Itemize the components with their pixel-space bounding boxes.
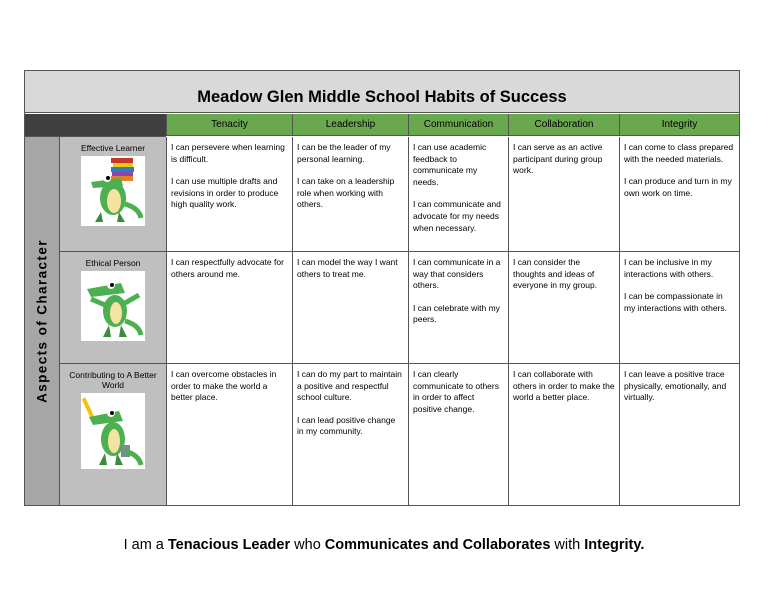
motto-text: with	[550, 537, 585, 553]
cell-text: I can consider the thoughts and ideas of everyone in my group.	[513, 257, 598, 291]
header-corner	[25, 114, 166, 137]
cell-text: I can be the leader of my personal learning.	[297, 142, 391, 164]
cell-text: I can take on a leadership role when working with others.	[297, 176, 395, 210]
cell-text: I can use academic feedback to communicate my needs.	[413, 142, 487, 187]
cell-text: I can leave a positive trace physically, emotionally, and virtually.	[624, 369, 727, 403]
aspect-label: Contributing to A Better World	[69, 370, 157, 390]
table-title: Meadow Glen Middle School Habits of Success	[25, 71, 739, 113]
motto-bold-text: Integrity.	[584, 537, 645, 553]
cell-world-communication	[408, 364, 508, 505]
motto-statement	[0, 537, 768, 553]
habit-header-collaboration: Collaboration	[508, 114, 619, 136]
aspects-side-label	[25, 137, 60, 505]
cell-text: I can collaborate with others in order to make the world a better place.	[513, 369, 615, 403]
cell-text: I can overcome obstacles in order to make the world a better place.	[171, 369, 277, 403]
cell-text: I can communicate and advocate for my needs when necessary.	[413, 199, 501, 233]
cell-text: I can respectfully advocate for others around me.	[171, 257, 284, 279]
habit-header-tenacity: Tenacity	[166, 114, 292, 136]
cell-text: I can model the way I want others to treat me.	[297, 257, 398, 279]
dancing-alligator-icon	[81, 271, 145, 341]
cell-text: I can communicate in a way that considers others.	[413, 257, 501, 291]
motto-bold-text: Communicates and Collaborates	[324, 537, 551, 553]
alligator-with-books-icon	[81, 156, 145, 226]
cell-world-tenacity	[166, 364, 292, 505]
cell-text: I can be inclusive in my interactions with others.	[624, 257, 714, 279]
cell-ethical-communication	[408, 252, 508, 364]
habits-table	[24, 70, 740, 506]
habit-header-leadership: Leadership	[292, 114, 408, 136]
aspect-effective-learner	[60, 137, 166, 252]
aspect-label: Ethical Person	[85, 258, 141, 268]
cell-text: I can do my part to maintain a positive and respectful school culture.	[297, 369, 402, 403]
cell-text: I can serve as an active participant during group work.	[513, 142, 603, 176]
alligator-with-pencil-icon	[81, 393, 145, 469]
aspect-label: Effective Learner	[80, 143, 146, 153]
cell-text: I can persevere when learning is difficult.	[171, 142, 285, 164]
cell-learner-leadership	[292, 137, 408, 252]
habit-header-communication: Communication	[408, 114, 508, 136]
cell-text: I can be compassionate in my interactions with others.	[624, 291, 727, 313]
cell-learner-collaboration	[508, 137, 619, 252]
cell-text: I can come to class prepared with the needed materials.	[624, 142, 734, 164]
aspects-side-text: Aspects of Character	[34, 239, 50, 403]
cell-ethical-collaboration	[508, 252, 619, 364]
motto-text: who	[290, 537, 325, 553]
cell-text: I can celebrate with my peers.	[413, 302, 500, 325]
habit-header-integrity: Integrity	[619, 114, 739, 136]
cell-text: I can use multiple drafts and revisions in order to produce high quality work.	[171, 176, 279, 210]
cell-learner-tenacity	[166, 137, 292, 252]
cell-text: I can clearly communicate to others in order to affect positive change.	[413, 369, 499, 414]
cell-ethical-integrity	[619, 252, 739, 364]
cell-ethical-tenacity	[166, 252, 292, 364]
motto-text: I am a	[123, 537, 168, 553]
cell-text: I can produce and turn in my own work on time.	[624, 176, 732, 198]
cell-text: I can lead positive change in my community.	[297, 414, 396, 437]
cell-world-integrity	[619, 364, 739, 505]
cell-world-leadership	[292, 364, 408, 505]
cell-learner-integrity	[619, 137, 739, 252]
cell-learner-communication	[408, 137, 508, 252]
cell-ethical-leadership	[292, 252, 408, 364]
motto-bold-text: Tenacious Leader	[167, 537, 291, 553]
cell-world-collaboration	[508, 364, 619, 505]
aspect-better-world	[60, 364, 166, 505]
aspect-ethical-person	[60, 252, 166, 364]
